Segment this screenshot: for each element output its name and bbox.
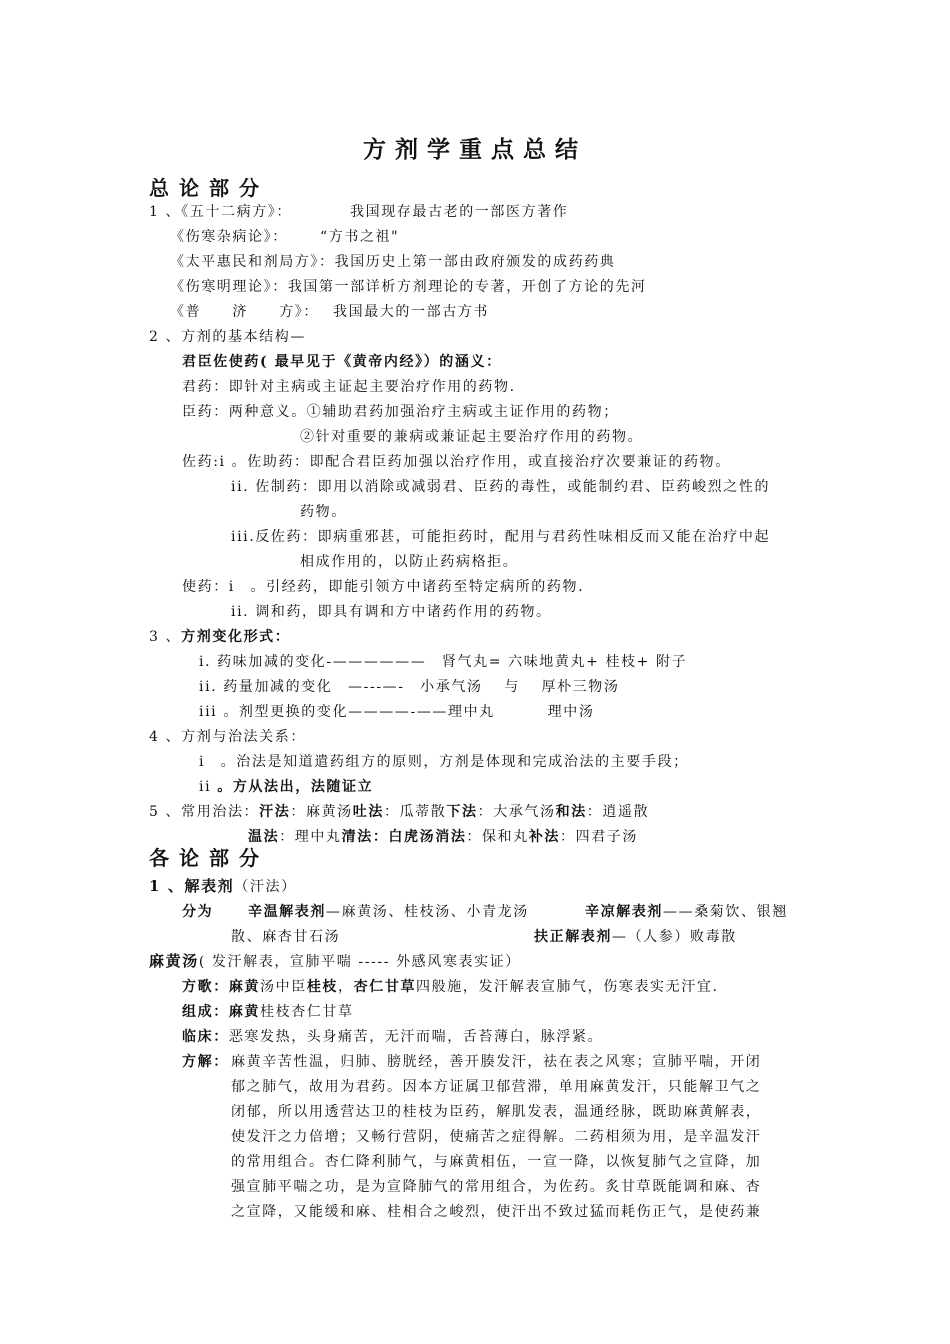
- book-puji: 《普 济 方》：: [170, 304, 319, 320]
- fangjie-line-3: 闭郁，所以用透营达卫的桂枝为臣药，解肌发表，温通经脉，既助麻黄解表，: [231, 1104, 762, 1120]
- xinliang-line: [585, 903, 788, 921]
- jiebiao-note: （汗法）: [234, 879, 297, 895]
- variation-2: ii. 药量加减的变化 —---—- 小承气汤 与 厚朴三物汤: [199, 679, 620, 695]
- xinliang-jiebiao: 辛凉解表剂: [585, 904, 663, 920]
- method-xiao-value: ：保和丸: [466, 829, 529, 845]
- shi-yao-2: ii. 调和药，即具有调和方中诸药作用的药物。: [231, 604, 552, 620]
- s4-item-ii: [199, 778, 373, 796]
- fangge-line: [182, 978, 719, 996]
- section-heading-specific: 各论部分: [149, 846, 269, 870]
- fangjie-line-5: 的常用组合。杏仁降利肺气，与麻黄相伍，一宣一降，以恢复肺气之宣降，加: [231, 1154, 762, 1170]
- shi-yao-1: 使药：i 。引经药，即能引领方中诸药至特定病所的药物.: [182, 579, 585, 595]
- fuzheng-line: [534, 928, 737, 946]
- fangjie-line-7: 之宣降，又能缓和麻、桂相合之峻烈，使汗出不致过猛而耗伤正气，是使药兼: [231, 1204, 762, 1220]
- fangjie-label: 方解：: [182, 1054, 229, 1070]
- s1-line-4: [170, 278, 647, 296]
- s5-number: 5 、常用治法：: [149, 804, 260, 820]
- zucheng-line: [182, 1003, 354, 1021]
- method-he: 和法: [555, 804, 587, 820]
- xinliang-continued: 散、麻杏甘石汤: [231, 929, 341, 945]
- fangge-label: 方歌：: [182, 979, 229, 995]
- s4-line: 4 、方剂与治法关系：: [149, 729, 306, 745]
- fangjie-line-2: 郁之肺气，故用为君药。因本方证属卫郁营滞，单用麻黄发汗，只能解卫气之: [231, 1079, 762, 1095]
- xinwen-jiebiao: 辛温解表剂: [248, 904, 326, 920]
- method-bu: 补法: [528, 829, 561, 845]
- xinliang-formulas: ——桑菊饮、银翘: [663, 904, 788, 920]
- method-han: 汗法: [259, 804, 291, 820]
- fangge-t2: ，: [338, 979, 354, 995]
- book-shanghan: 《伤寒杂病论》：: [170, 229, 288, 245]
- zuo-yao-3b: 相成作用的，以防止药病格拒。: [300, 554, 519, 570]
- chen-yao-2: ②针对重要的兼病或兼证起主要治疗作用的药物。: [300, 429, 644, 445]
- s3-number: 3 、: [149, 629, 182, 645]
- jiebiao-number: 1 、: [149, 877, 185, 895]
- s1-line-3: [170, 253, 615, 271]
- s4-item-ii-text: 。方从法出，法随证立: [217, 779, 374, 795]
- variation-1: i. 药味加减的变化-—————— 肾气丸= 六味地黄丸+ 桂枝+ 附子: [199, 654, 688, 670]
- mahuang-name: 麻黄汤: [149, 952, 199, 970]
- book-shanghan-desc: “方书之祖": [320, 229, 400, 245]
- xinwen-line: [248, 903, 529, 921]
- s4-item-i: i 。治法是知道遣药组方的原则，方剂是体现和完成治法的主要手段；: [199, 754, 689, 770]
- fangge-b1: 麻黄: [228, 979, 261, 995]
- method-bu-value: ：四君子汤: [560, 829, 639, 845]
- s3-line: [149, 628, 290, 646]
- linchuang-text: 恶寒发热，头身痛苦，无汗而喘，舌苔薄白，脉浮紧。: [228, 1029, 604, 1045]
- book-mingli: 《伤寒明理论》：: [170, 279, 288, 295]
- method-wen-value: ：理中丸: [279, 829, 342, 845]
- method-qing: 清法: [341, 829, 373, 845]
- s3-label: 方剂变化形式：: [181, 629, 291, 645]
- chen-yao-1: 臣药：两种意义。①辅助君药加强治疗主病或主证作用的药物；: [182, 404, 619, 420]
- s1-number: 1 、: [149, 204, 182, 220]
- fangge-b2: 桂枝: [306, 979, 339, 995]
- s1-line-1: [149, 203, 292, 221]
- s4-item-ii-num: ii: [199, 779, 218, 795]
- book-taiping: 《太平惠民和剂局方》：: [170, 254, 335, 270]
- s2-line: 2 、方剂的基本结构—: [149, 329, 306, 345]
- s5-line-1: [149, 803, 649, 821]
- fuzheng-formulas: —（人参）败毒散: [612, 929, 737, 945]
- zuo-yao-1: 佐药:i 。佐助药：即配合君臣药加强以治疗作用，或直接治疗次要兼证的药物。: [182, 454, 731, 470]
- xinwen-formulas: —麻黄汤、桂枝汤、小青龙汤: [326, 904, 529, 920]
- fangjie-line-6: 强宣肺平喘之功，是为宣降肺气的常用组合，为佐药。炙甘草既能调和麻、杏: [231, 1179, 762, 1195]
- method-han-value: ：麻黄汤: [290, 804, 353, 820]
- mahuang-desc: ( 发汗解表，宣肺平喘 ----- 外感风寒表实证）: [198, 954, 521, 970]
- method-tu-value: ：瓜蒂散: [383, 804, 447, 820]
- fangge-b3: 杏仁甘草: [353, 979, 417, 995]
- fangge-t1: 汤中臣: [260, 979, 307, 995]
- method-qing-value: ：白虎汤: [372, 829, 436, 845]
- fuzheng-jiebiao: 扶正解表剂: [534, 929, 612, 945]
- method-tu: 吐法: [352, 804, 384, 820]
- method-he-value: ：逍遥散: [586, 804, 650, 820]
- zuo-yao-2b: 药物。: [300, 504, 347, 520]
- zuo-yao-2a: ii. 佐制药：即用以消除或减弱君、臣药的毒性，或能制约君、臣药峻烈之性的: [231, 479, 771, 495]
- jiebiao-name: 解表剂: [184, 877, 235, 895]
- book-puji-desc: 我国最大的一部古方书: [333, 304, 489, 320]
- section-heading-general: 总论部分: [149, 176, 269, 200]
- fangjie-line-4: 使发汗之力倍增；又畅行营阴，使痛苦之症得解。二药相须为用，是辛温发汗: [231, 1129, 762, 1145]
- zucheng-label: 组成：: [182, 1004, 229, 1020]
- method-xia-value: ：大承气汤: [477, 804, 556, 820]
- book-wushier: 《五十二病方》：: [181, 204, 292, 220]
- zuo-yao-3a: iii.反佐药：即病重邪甚，可能拒药时，配用与君药性味相反而又能在治疗中起: [231, 529, 771, 545]
- book-mingli-desc: 我国第一部详析方剂理论的专著，开创了方论的先河: [287, 279, 647, 295]
- page-title: 方剂学重点总结: [363, 136, 587, 163]
- zucheng-text: 桂枝杏仁甘草: [260, 1004, 354, 1020]
- linchuang-line: [182, 1028, 603, 1046]
- variation-3: iii 。剂型更换的变化————-——理中丸 理中汤: [199, 704, 595, 720]
- method-wen: 温法: [248, 829, 280, 845]
- s2-subheading: 君臣佐使药( 最早见于《黄帝内经》）的涵义：: [182, 354, 502, 370]
- fangge-t3: 四般施，发汗解表宣肺气，伤寒表实无汗宜.: [416, 979, 719, 995]
- jun-yao: 君药：即针对主病或主证起主要治疗作用的药物.: [182, 379, 516, 395]
- book-wushier-desc: 我国现存最古老的一部医方著作: [350, 204, 569, 220]
- fangjie-line-1: 麻黄辛苦性温，归肺、膀胱经，善开腠发汗，祛在表之风寒；宣肺平喘，开闭: [231, 1054, 762, 1070]
- method-xiao: 消法: [435, 829, 467, 845]
- linchuang-label: 临床：: [182, 1029, 229, 1045]
- book-taiping-desc: 我国历史上第一部由政府颁发的成药药典: [334, 254, 616, 270]
- jiebiao-heading: [149, 877, 297, 896]
- zucheng-bold: 麻黄: [228, 1004, 261, 1020]
- s5-line-2: [248, 828, 638, 846]
- method-xia: 下法: [446, 804, 478, 820]
- mahuang-heading: [149, 952, 521, 971]
- fenwei-label: 分为: [182, 904, 214, 920]
